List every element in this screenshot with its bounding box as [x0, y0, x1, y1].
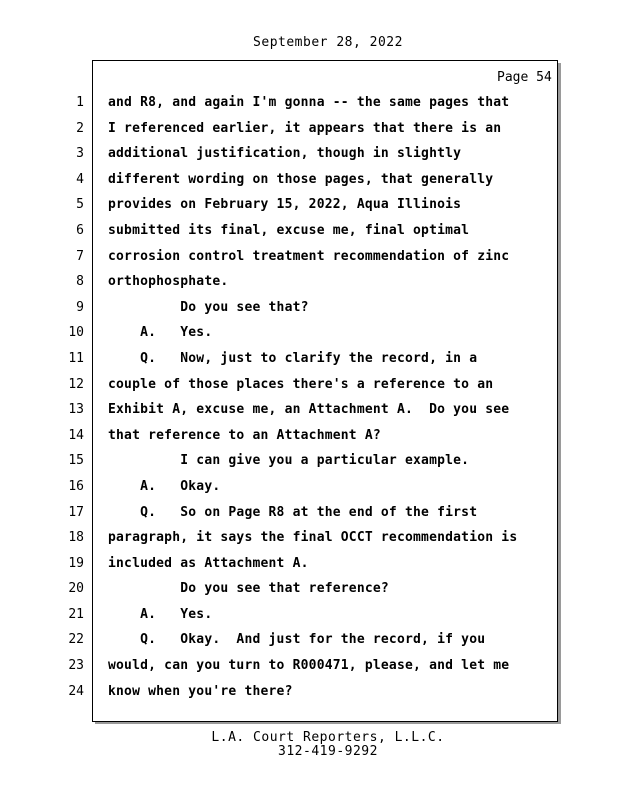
transcript-line: [0, 627, 560, 653]
line-number: 11: [68, 350, 84, 366]
line-text: A. Okay.: [108, 478, 221, 494]
reporter-footer: [0, 731, 618, 759]
line-text: and R8, and again I'm gonna -- the same pages that: [108, 95, 510, 110]
line-number: 17: [68, 504, 84, 520]
line-text: corrosion control treatment recommendation of zinc: [108, 248, 510, 264]
transcript-line: [0, 346, 560, 372]
line-number: 18: [68, 530, 84, 546]
line-number: 10: [68, 325, 84, 341]
line-number: 4: [76, 171, 84, 187]
transcript-line: [0, 551, 560, 577]
transcript-line: [0, 320, 560, 346]
line-number: 20: [68, 581, 84, 597]
reporter-phone: 312-419-9292: [278, 744, 378, 759]
line-number: 1: [76, 95, 84, 110]
line-text: I referenced earlier, it appears that there is an: [108, 120, 502, 136]
line-text: orthophosphate.: [108, 274, 229, 290]
line-text: that reference to an Attachment A?: [108, 427, 381, 443]
line-text: Exhibit A, excuse me, an Attachment A. Do you see: [108, 402, 510, 418]
transcript-line: [0, 448, 560, 474]
reporter-company: L.A. Court Reporters, L.L.C.: [211, 730, 445, 745]
transcript-line: [0, 423, 560, 449]
transcript-line: [0, 295, 560, 321]
line-text: would, can you turn to R000471, please, and let me: [108, 658, 510, 674]
line-number: 9: [76, 299, 84, 315]
line-number: 5: [76, 197, 84, 213]
line-text: know when you're there?: [108, 683, 293, 699]
transcript-line: [0, 244, 560, 270]
line-text: Do you see that reference?: [108, 581, 389, 597]
page-number: Page 54: [497, 70, 552, 85]
transcript-line: [0, 679, 560, 705]
line-text: couple of those places there's a reference to an: [108, 376, 494, 392]
line-number: 13: [68, 402, 84, 418]
line-text: A. Yes.: [108, 606, 213, 622]
line-text: provides on February 15, 2022, Aqua Illinois: [108, 197, 462, 213]
line-number: 19: [68, 555, 84, 571]
line-text: submitted its final, excuse me, final optimal: [108, 222, 470, 238]
line-number: 8: [76, 274, 84, 290]
transcript-line: [0, 141, 560, 167]
line-number: 24: [68, 683, 84, 699]
line-number: 14: [68, 427, 84, 443]
line-number: 6: [76, 222, 84, 238]
transcript-line: [0, 397, 560, 423]
transcript-lines: [0, 90, 560, 704]
line-number: 22: [68, 632, 84, 648]
line-text: Q. Now, just to clarify the record, in a: [108, 350, 478, 366]
transcript-line: [0, 653, 560, 679]
line-text: Q. Okay. And just for the record, if you: [108, 632, 486, 648]
line-text: I can give you a particular example.: [108, 453, 470, 469]
line-number: 16: [68, 478, 84, 494]
transcript-line: [0, 192, 560, 218]
line-text: additional justification, though in slightly: [108, 146, 462, 162]
line-number: 7: [76, 248, 84, 264]
line-text: included as Attachment A.: [108, 555, 309, 571]
transcript-line: [0, 525, 560, 551]
transcript-line: [0, 218, 560, 244]
transcript-line: [0, 500, 560, 526]
transcript-line: [0, 90, 560, 116]
transcript-line: [0, 372, 560, 398]
line-text: Q. So on Page R8 at the end of the first: [108, 504, 478, 520]
transcript-line: [0, 116, 560, 142]
line-number: 21: [68, 606, 84, 622]
line-text: A. Yes.: [108, 325, 213, 341]
line-number: 23: [68, 658, 84, 674]
line-number: 3: [76, 146, 84, 162]
transcript-line: [0, 474, 560, 500]
transcript-line: [0, 576, 560, 602]
line-number: 15: [68, 453, 84, 469]
transcript-date: September 28, 2022: [253, 35, 403, 50]
transcript-line: [0, 167, 560, 193]
line-text: paragraph, it says the final OCCT recommendation is: [108, 530, 518, 546]
line-text: different wording on those pages, that generally: [108, 171, 494, 187]
line-number: 12: [68, 376, 84, 392]
transcript-line: [0, 602, 560, 628]
transcript-line: [0, 269, 560, 295]
line-number: 2: [76, 120, 84, 136]
line-text: Do you see that?: [108, 299, 309, 315]
